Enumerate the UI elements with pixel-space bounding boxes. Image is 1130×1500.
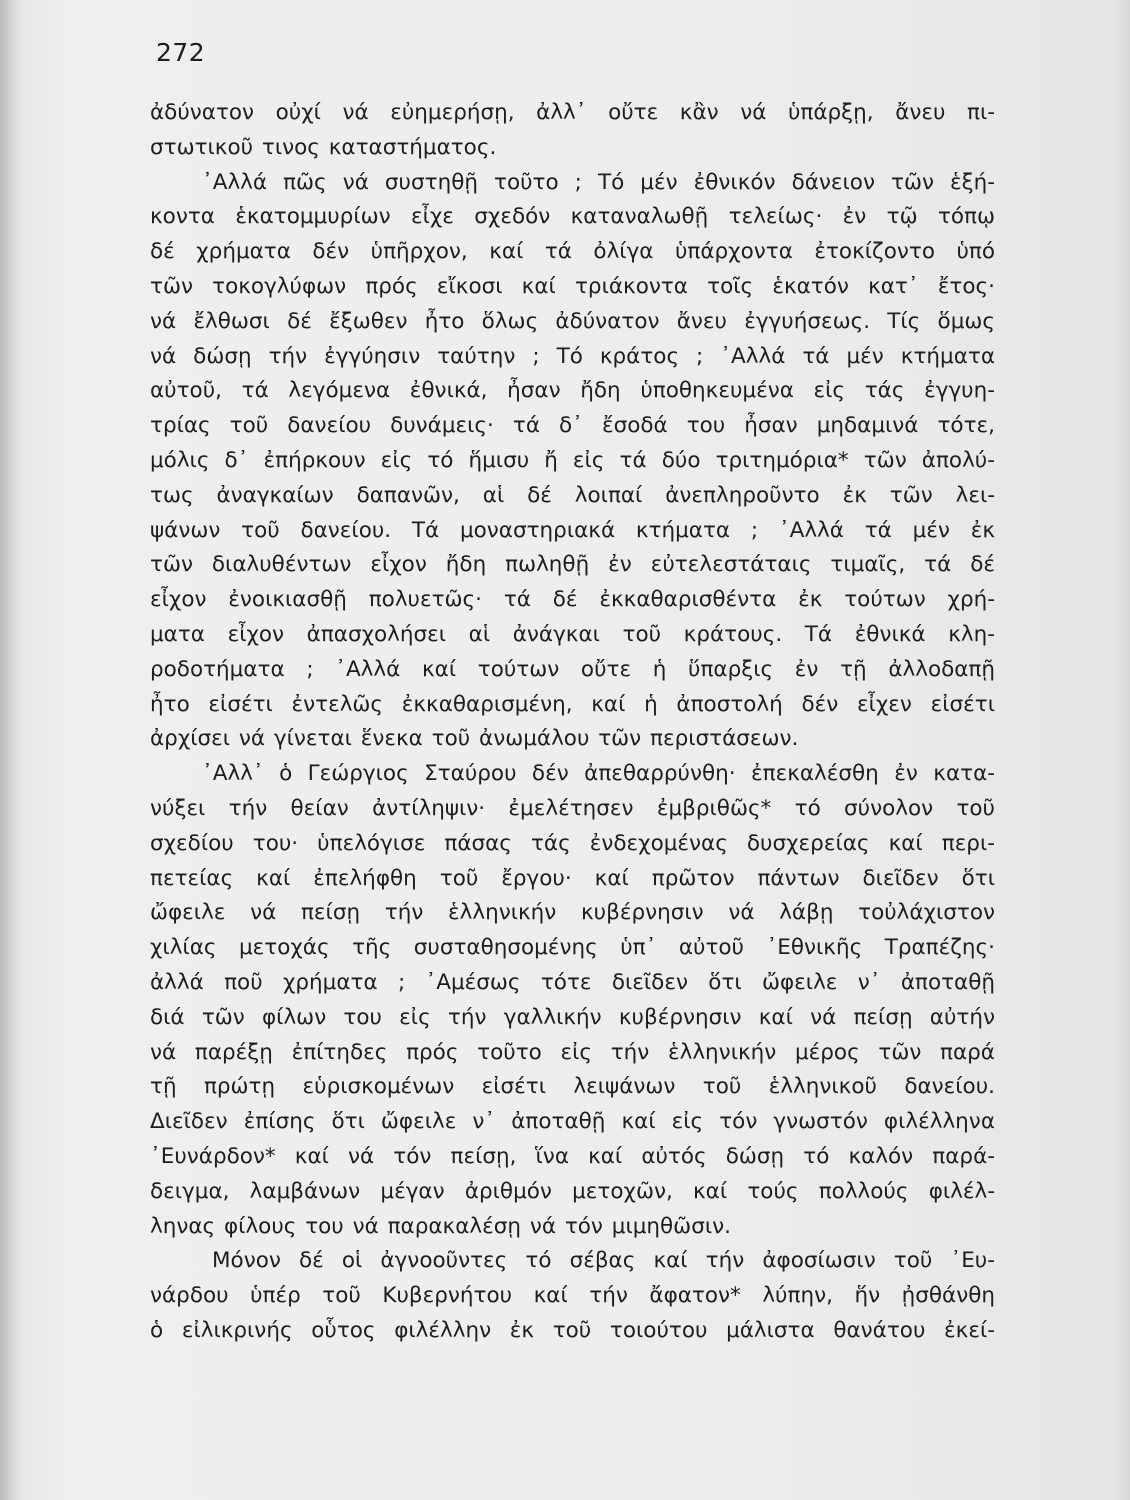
- text-line: Μόνον δέ οἱ ἀγνοοῦντες τό σέβας καί τήν ἀφοσίωσιν τοῦ ᾽Ευ-: [212, 1248, 995, 1274]
- text-line: ὤφειλε νά πείσῃ τήν ἑλληνικήν κυβέρνησιν νά λάβῃ τοὐλάχιστον: [150, 900, 995, 926]
- text-line: ᾽Αλλ᾽ ὁ Γεώργιος Σταύρου δέν ἀπεθαρρύνθη· ἐπεκαλέσθη ἐν κατα-: [202, 761, 995, 787]
- text-line: ᾽Αλλά πῶς νά συστηθῇ τοῦτο ; Τό μέν ἐθνικόν δάνειον τῶν ἑξή-: [202, 169, 995, 195]
- text-line: διά τῶν φίλων του εἰς τήν γαλλικήν κυβέρνησιν καί νά πείσῃ αὐτήν: [150, 1004, 995, 1030]
- text-line: δέ χρήματα δέν ὑπῆρχον, καί τά ὀλίγα ὑπάρχοντα ἐτοκίζοντο ὑπό: [150, 239, 995, 265]
- page-edge: [1112, 0, 1130, 1500]
- text-line: ἦτο εἰσέτι ἐντελῶς ἐκκαθαρισμένη, καί ἡ ἀποστολή δέν εἶχεν εἰσέτι: [150, 691, 995, 717]
- text-line: εἶχον ἐνοικιασθῇ πολυετῶς· τά δέ ἐκκαθαρισθέντα ἐκ τούτων χρή-: [150, 587, 995, 613]
- text-line: χιλίας μετοχάς τῆς συσταθησομένης ὑπ᾽ αὐτοῦ ᾽Εθνικῆς Τραπέζης·: [150, 935, 995, 961]
- text-line: νά δώσῃ τήν ἐγγύησιν ταύτην ; Τό κράτος ; ᾽Αλλά τά μέν κτήματα: [150, 343, 995, 369]
- text-line: ληνας φίλους του νά παρακαλέσῃ νά τόν μιμηθῶσιν.: [150, 1213, 731, 1239]
- text-line: ροδοτήματα ; ᾽Αλλά καί τούτων οὔτε ἡ ὕπαρξις ἐν τῇ ἀλλοδαπῇ: [150, 656, 995, 682]
- text-line: νάρδου ὑπέρ τοῦ Κυβερνήτου καί τήν ἄφατον* λύπην, ἥν ᾐσθάνθη: [150, 1283, 995, 1309]
- text-line: κοντα ἑκατομμυρίων εἶχε σχεδόν καταναλωθῇ τελείως· ἐν τῷ τόπῳ: [150, 204, 995, 230]
- text-line: μόλις δ᾽ ἐπήρκουν εἰς τό ἥμισυ ἤ εἰς τά δύο τριτημόρια* τῶν ἀπολύ-: [150, 447, 995, 473]
- text-line: στωτικοῦ τινος καταστήματος.: [150, 134, 497, 160]
- text-line: Διεῖδεν ἐπίσης ὅτι ὤφειλε ν᾽ ἀποταθῇ καί εἰς τόν γνωστόν φιλέλληνα: [150, 1109, 995, 1135]
- text-line: νά ἔλθωσι δέ ἔξωθεν ἦτο ὅλως ἀδύνατον ἄνευ ἐγγυήσεως. Τίς ὅμως: [150, 308, 995, 334]
- text-line: ματα εἶχον ἀπασχολήσει αἱ ἀνάγκαι τοῦ κράτους. Τά ἐθνικά κλη-: [150, 621, 995, 647]
- text-line: ὁ εἰλικρινής οὗτος φιλέλλην ἐκ τοῦ τοιούτου μάλιστα θανάτου ἐκεί-: [150, 1317, 995, 1343]
- text-line: νά παρέξῃ ἐπίτηδες πρός τοῦτο εἰς τήν ἑλληνικήν μέρος τῶν παρά: [150, 1039, 995, 1065]
- text-line: τῇ πρώτῃ εὑρισκομένων εἰσέτι λειψάνων τοῦ ἑλληνικοῦ δανείου.: [150, 1074, 995, 1100]
- text-line: αὐτοῦ, τά λεγόμενα ἐθνικά, ἦσαν ἤδη ὑποθηκευμένα εἰς τάς ἐγγυη-: [150, 378, 995, 404]
- text-line: τῶν διαλυθέντων εἶχον ἤδη πωληθῇ ἐν εὐτελεστάταις τιμαῖς, τά δέ: [150, 552, 995, 578]
- text-line: ᾽Ευνάρδον* καί νά τόν πείσῃ, ἵνα καί αὐτός δώσῃ τό καλόν παρά-: [150, 1143, 995, 1169]
- text-line: πετείας καί ἐπελήφθη τοῦ ἔργου· καί πρῶτον πάντων διεῖδεν ὅτι: [150, 865, 995, 891]
- text-line: τῶν τοκογλύφων πρός εἴκοσι καί τριάκοντα τοῖς ἑκατόν κατ᾽ ἔτος·: [150, 273, 995, 299]
- text-line: σχεδίου του· ὑπελόγισε πάσας τάς ἐνδεχομένας δυσχερείας καί περι-: [150, 830, 995, 856]
- text-line: ἀδύνατον οὐχί νά εὐημερήσῃ, ἀλλ᾽ οὔτε κἂν νά ὑπάρξῃ, ἄνευ πι-: [150, 100, 995, 125]
- text-line: ψάνων τοῦ δανείου. Τά μοναστηριακά κτήματα ; ᾽Αλλά τά μέν ἐκ: [150, 517, 995, 543]
- page-number: 272: [156, 38, 206, 67]
- text-line: νύξει τήν θείαν ἀντίληψιν· ἐμελέτησεν ἐμβριθῶς* τό σύνολον τοῦ: [150, 795, 995, 821]
- text-line: τως ἀναγκαίων δαπανῶν, αἱ δέ λοιπαί ἀνεπληροῦντο ἐκ τῶν λει-: [150, 482, 995, 508]
- text-line: δειγμα, λαμβάνων μέγαν ἀριθμόν μετοχῶν, καί τούς πολλούς φιλέλ-: [150, 1178, 995, 1204]
- text-line: ἀλλά ποῦ χρήματα ; ᾽Αμέσως τότε διεῖδεν ὅτι ὤφειλε ν᾽ ἀποταθῇ: [150, 969, 995, 995]
- binding-shadow: [0, 0, 22, 1500]
- body-text: [150, 96, 995, 1349]
- text-line: ἀρχίσει νά γίνεται ἕνεκα τοῦ ἀνωμάλου τῶν περιστάσεων.: [150, 726, 799, 752]
- text-line: τρίας τοῦ δανείου δυνάμεις· τά δ᾽ ἔσοδά του ἦσαν μηδαμινά τότε,: [150, 413, 995, 439]
